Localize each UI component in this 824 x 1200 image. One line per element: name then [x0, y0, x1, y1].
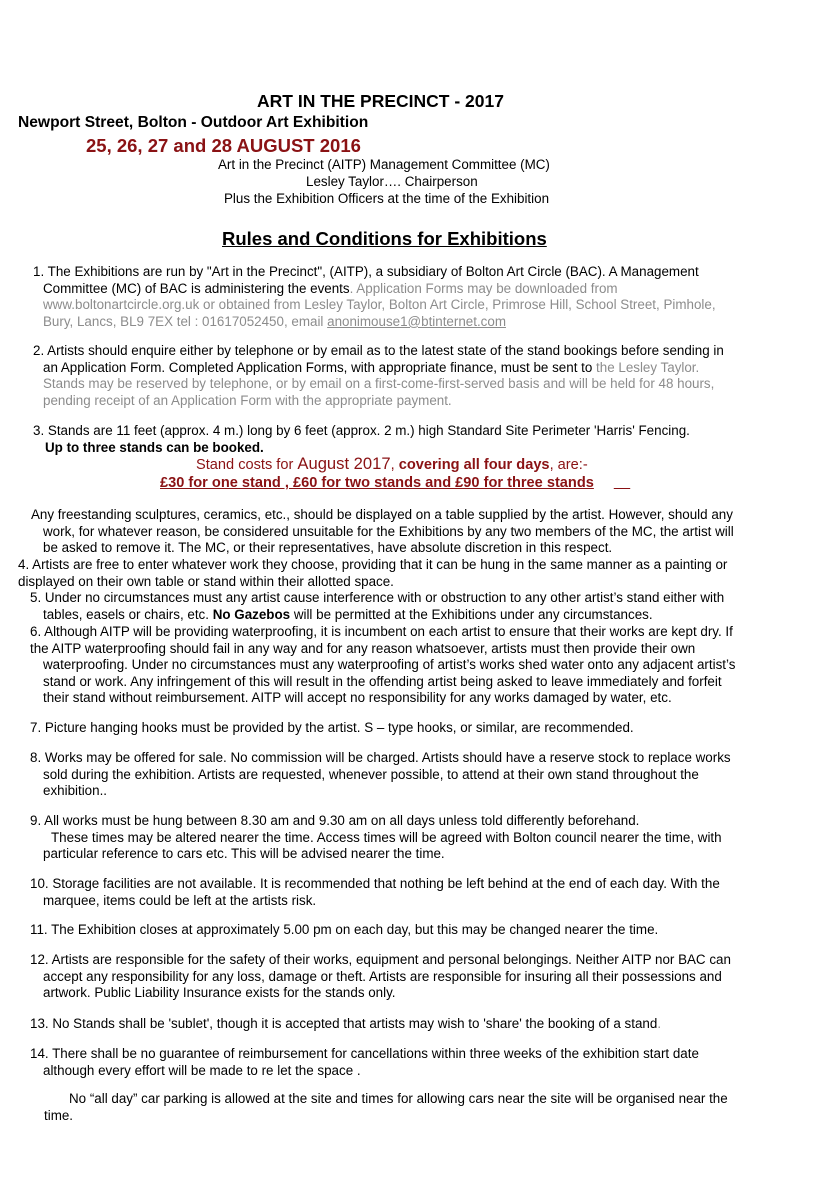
email-link[interactable]: anonimouse1@btinternet.com: [327, 313, 506, 329]
stand-costs-comma: ,: [390, 457, 399, 473]
rule-6: [30, 624, 735, 707]
rule-1-contact: Bury, Lancs, BL9 7EX tel : 01617052450, email: [43, 313, 328, 329]
stand-costs-suffix: , are:-: [549, 457, 588, 473]
stand-costs-line: [196, 456, 588, 474]
rule-4-line-2: displayed on their own table or stand within their allotted space.: [18, 573, 394, 589]
rule-3: [33, 423, 690, 456]
section-title: Rules and Conditions for Exhibitions: [222, 228, 547, 249]
freestanding-line-1: Any freestanding sculptures, ceramics, etc., should be displayed on a table supplied by the artist. However, should any: [31, 507, 733, 522]
rule-2-line-2-grey: the Lesley Taylor.: [596, 359, 700, 375]
rule-5: [30, 590, 724, 623]
rule-1-line-2-black: Committee (MC) of BAC is administering the events: [43, 280, 350, 296]
rule-8-line-3: exhibition..: [43, 783, 108, 799]
rule-1-line-3: www.boltonartcircle.org.uk or obtained from Lesley Taylor, Bolton Art Circle, Primrose Hill, School Street, Pimhole,: [43, 297, 716, 313]
document-subtitle: Newport Street, Bolton - Outdoor Art Exhibition: [18, 114, 369, 131]
rule-14-line-2: although every effort will be made to re let the space .: [43, 1062, 361, 1078]
rule-3-line-1: 3. Stands are 11 feet (approx. 4 m.) long by 6 feet (approx. 2 m.) high Standard Site Perimeter 'Harris' Fencing.: [33, 423, 690, 438]
stand-prices-text: £30 for one stand , £60 for two stands and £90 for three stands: [160, 475, 594, 491]
rule-4: [18, 557, 727, 590]
rule-6-line-4: stand or work. Any infringement of this will result in the offending artist being asked to leave immediately and forfeit: [43, 673, 722, 689]
document-title: ART IN THE PRECINCT - 2017: [257, 91, 504, 111]
rule-12-line-3: artwork. Public Liability Insurance exists for the stands only.: [43, 985, 396, 1001]
rule-12: [30, 952, 731, 1002]
rule-8-line-2: sold during the exhibition. Artists are requested, whenever possible, to attend at their own stand throughout the: [43, 766, 699, 782]
rule-2-line-4: pending receipt of an Application Form with the appropriate payment.: [43, 392, 452, 408]
rule-6-line-2: the AITP waterproofing should fail in any way and for any reason whatsoever, artists must then provide their own: [30, 640, 696, 656]
rule-5-line-1: 5. Under no circumstances must any artist cause interference with or obstruction to any other artist’s stand either with: [30, 590, 725, 605]
rule-1-line-2: [33, 281, 716, 298]
exhibition-dates: 25, 26, 27 and 28 AUGUST 2016: [86, 135, 361, 156]
rule-11: 11. The Exhibition closes at approximately 5.00 pm on each day, but this may be changed nearer the time.: [30, 922, 659, 937]
rule-13-period: .: [657, 1016, 662, 1031]
no-gazebos: No Gazebos: [212, 606, 291, 622]
rule-9-line-3: particular reference to cars etc. This will be advised nearer the time.: [43, 846, 445, 862]
chairperson-line: Lesley Taylor…. Chairperson: [306, 174, 478, 189]
stand-prices-underline-tail: __: [613, 475, 631, 491]
rule-6-line-1: 6. Although AITP will be providing waterproofing, it is incumbent on each artist to ensure that their works are kept dry. If: [30, 624, 733, 639]
rule-13: [30, 1016, 661, 1033]
stand-costs-coverage: covering all four days: [398, 457, 550, 473]
parking-note: [44, 1091, 728, 1124]
committee-line: Art in the Precinct (AITP) Management Committee (MC): [218, 157, 550, 172]
freestanding-rule: [31, 507, 734, 557]
rule-1-line-1: 1. The Exhibitions are run by "Art in the Precinct", (AITP), a subsidiary of Bolton Art Circle (BAC). A Management: [33, 264, 699, 279]
officers-line: Plus the Exhibition Officers at the time of the Exhibition: [224, 191, 550, 206]
rule-2-line-1: 2. Artists should enquire either by telephone or by email as to the latest state of the stand bookings before sending in: [33, 343, 724, 358]
stand-costs-month: August 2017: [297, 454, 391, 473]
rule-4-line-1: 4. Artists are free to enter whatever work they choose, providing that it can be hung in the same manner as a painting or: [18, 557, 728, 572]
rule-2-line-3: Stands may be reserved by telephone, or by email on a first-come-first-served basis and will be held for 48 hours,: [43, 376, 715, 392]
rule-1: [33, 264, 716, 330]
rule-1-line-2-grey: . Application Forms may be downloaded from: [349, 280, 618, 296]
rule-14-line-1: 14. There shall be no guarantee of reimbursement for cancellations within three weeks of the exhibition start date: [30, 1046, 699, 1061]
rule-3-line-2: Up to three stands can be booked.: [45, 439, 264, 455]
rule-9-line-2: These times may be altered nearer the time. Access times will be agreed with Bolton council nearer the time, with: [51, 829, 722, 845]
rule-5-line-2-start: tables, easels or chairs, etc.: [43, 606, 213, 622]
rule-10-line-1: 10. Storage facilities are not available. It is recommended that nothing be left behind at the end of each day. With the: [30, 876, 720, 891]
rule-12-line-1: 12. Artists are responsible for the safety of their works, equipment and personal belongings. Neither AITP nor BAC can: [30, 952, 731, 967]
rule-1-line-4: [33, 314, 716, 331]
parking-line-2: time.: [44, 1107, 74, 1123]
rule-5-line-2-end: will be permitted at the Exhibitions under any circumstances.: [290, 606, 653, 622]
rule-2-line-2-black: an Application Form. Completed Application Forms, with appropriate finance, must be sent to: [43, 359, 597, 375]
rule-9-line-1: 9. All works must be hung between 8.30 am and 9.30 am on all days unless told differently beforehand.: [30, 813, 640, 828]
rule-2: [33, 343, 724, 409]
rule-2-line-2: [33, 360, 724, 377]
parking-line-1: No “all day” car parking is allowed at the site and times for allowing cars near the site will be organised near the: [69, 1091, 728, 1106]
rule-8-line-1: 8. Works may be offered for sale. No commission will be charged. Artists should have a reserve stock to replace works: [30, 750, 731, 765]
rule-10-line-2: marquee, items could be left at the artists risk.: [43, 892, 317, 908]
rule-14: [30, 1046, 699, 1079]
rule-10: [30, 876, 720, 909]
stand-prices: [160, 475, 630, 492]
rule-7: 7. Picture hanging hooks must be provided by the artist. S – type hooks, or similar, are recommended.: [30, 720, 634, 735]
rule-6-line-3: waterproofing. Under no circumstances must any waterproofing of artist’s works shed water onto any adjacent artist’s: [43, 657, 736, 673]
rule-12-line-2: accept any responsibility for any loss, damage or theft. Artists are responsible for insuring all their possessions and: [43, 968, 722, 984]
rule-5-line-2: [30, 607, 724, 624]
freestanding-line-2: work, for whatever reason, be considered unsuitable for the Exhibitions by any two members of the MC, the artist will: [43, 523, 734, 539]
freestanding-line-3: be asked to remove it. The MC, or their representatives, have absolute discretion in this respect.: [43, 540, 613, 556]
rule-6-line-5: their stand without reimbursement. AITP will accept no responsibility for any works damaged by water, etc.: [43, 690, 672, 706]
rule-9: [30, 813, 722, 863]
stand-costs-prefix: Stand costs for: [196, 457, 298, 473]
rule-13-text: 13. No Stands shall be 'sublet', though it is accepted that artists may wish to 'share' the booking of a stand: [30, 1016, 658, 1031]
rule-8: [30, 750, 731, 800]
